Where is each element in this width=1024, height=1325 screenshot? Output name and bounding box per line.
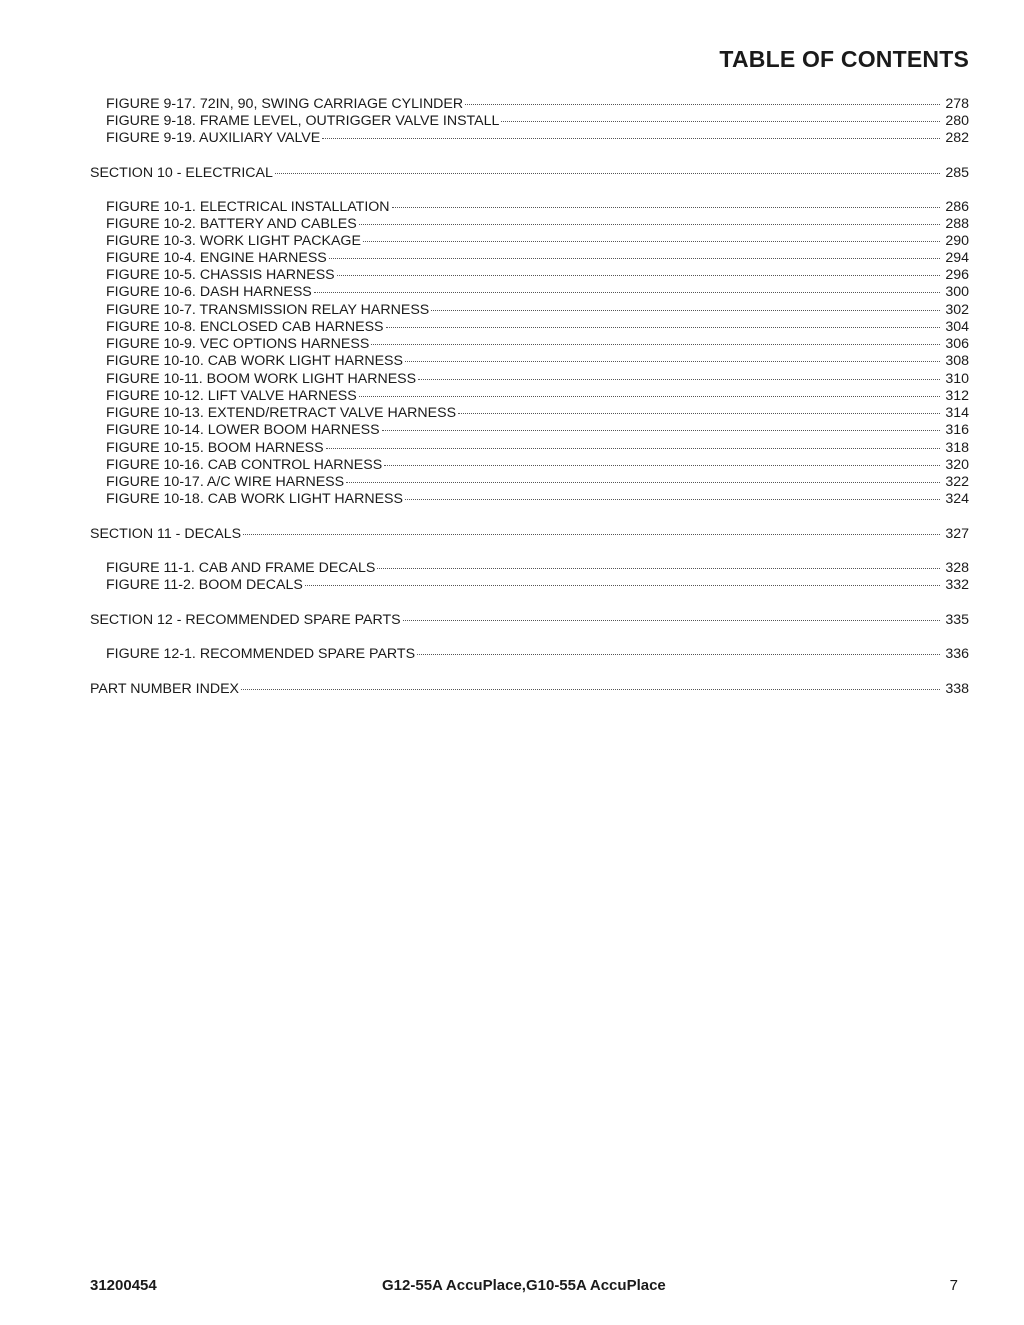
toc-entry-page: 320: [945, 457, 969, 473]
dot-leader: [363, 228, 942, 245]
toc-entry-page: 304: [945, 319, 969, 335]
toc-entry-label: FIGURE 10-11. BOOM WORK LIGHT HARNESS: [106, 371, 417, 387]
dot-leader: [392, 194, 943, 211]
dot-leader: [458, 400, 942, 417]
toc-entry-label: FIGURE 10-15. BOOM HARNESS: [106, 440, 324, 456]
dot-leader: [418, 366, 942, 383]
toc-entry-page: 322: [945, 474, 969, 490]
toc-entry[interactable]: [106, 452, 969, 473]
toc-entry-page: 288: [945, 216, 969, 232]
toc-entry[interactable]: [106, 297, 969, 318]
toc-entry-label: FIGURE 9-17. 72IN, 90, SWING CARRIAGE CYLINDER: [106, 96, 464, 112]
toc-entry-page: 300: [945, 284, 969, 300]
dot-leader: [386, 314, 943, 331]
page-title: TABLE OF CONTENTS: [719, 46, 969, 72]
dot-leader: [359, 211, 943, 228]
toc-entry-label: FIGURE 11-2. BOOM DECALS: [106, 577, 303, 593]
toc-entry-page: 310: [945, 371, 969, 387]
toc-entry[interactable]: [106, 417, 969, 438]
footer-page-number: 7: [949, 1277, 958, 1294]
toc-section-entry[interactable]: [90, 676, 969, 697]
toc-entry-page: 338: [945, 681, 969, 697]
dot-leader: [382, 417, 943, 434]
toc-entry-page: 296: [945, 267, 969, 283]
toc-entry-label: FIGURE 10-16. CAB CONTROL HARNESS: [106, 457, 383, 473]
toc-entry-label: FIGURE 10-13. EXTEND/RETRACT VALVE HARNESS: [106, 405, 457, 421]
toc-entry-label: PART NUMBER INDEX: [90, 681, 239, 697]
toc-entry-label: FIGURE 10-9. VEC OPTIONS HARNESS: [106, 336, 370, 352]
toc-entry-page: 332: [945, 577, 969, 593]
toc-entry-label: SECTION 12 - RECOMMENDED SPARE PARTS: [90, 612, 401, 628]
toc-entry-page: 286: [945, 199, 969, 215]
toc-entry-page: 327: [945, 526, 969, 542]
toc-entry-page: 336: [945, 646, 969, 662]
toc-section-entry[interactable]: [90, 521, 969, 542]
toc-entry-page: 335: [945, 612, 969, 628]
toc-entry-page: 328: [945, 560, 969, 576]
dot-leader: [431, 297, 942, 314]
toc-entry[interactable]: [106, 469, 969, 490]
toc-entry-label: SECTION 11 - DECALS: [90, 526, 242, 542]
dot-leader: [322, 125, 942, 142]
toc-section-entry[interactable]: [90, 160, 969, 181]
toc-entry-label: SECTION 10 - ELECTRICAL: [90, 165, 273, 181]
toc-entry[interactable]: [106, 348, 969, 369]
toc-entry-label: FIGURE 10-10. CAB WORK LIGHT HARNESS: [106, 353, 403, 369]
toc-entry-label: FIGURE 10-2. BATTERY AND CABLES: [106, 216, 357, 232]
toc-entry-page: 306: [945, 336, 969, 352]
toc-entry[interactable]: [106, 228, 969, 249]
toc-entry[interactable]: [106, 108, 969, 129]
dot-leader: [371, 331, 942, 348]
toc-entry[interactable]: [106, 486, 969, 507]
dot-leader: [329, 245, 943, 262]
toc-entry-page: 294: [945, 250, 969, 266]
toc-entry-label: FIGURE 11-1. CAB AND FRAME DECALS: [106, 560, 376, 576]
toc-entry[interactable]: [106, 125, 969, 146]
toc-entry-label: FIGURE 10-18. CAB WORK LIGHT HARNESS: [106, 491, 403, 507]
toc-entry-page: 285: [945, 165, 969, 181]
toc-entry-page: 308: [945, 353, 969, 369]
toc-entry[interactable]: [106, 555, 969, 576]
dot-leader: [243, 521, 942, 538]
toc-entry[interactable]: [106, 91, 969, 112]
footer-document-number: 31200454: [90, 1277, 157, 1294]
dot-leader: [405, 486, 942, 503]
dot-leader: [384, 452, 942, 469]
toc-entry-page: 314: [945, 405, 969, 421]
dot-leader: [241, 676, 942, 693]
dot-leader: [305, 572, 942, 589]
toc-entry-page: 282: [945, 130, 969, 146]
toc-entry-label: FIGURE 10-5. CHASSIS HARNESS: [106, 267, 335, 283]
toc-entry-page: 278: [945, 96, 969, 112]
toc-entry-page: 318: [945, 440, 969, 456]
dot-leader: [405, 348, 942, 365]
toc-entry[interactable]: [106, 641, 969, 662]
toc-entry-label: FIGURE 10-14. LOWER BOOM HARNESS: [106, 422, 380, 438]
toc-entry-label: FIGURE 10-12. LIFT VALVE HARNESS: [106, 388, 357, 404]
dot-leader: [326, 435, 943, 452]
toc-entry[interactable]: [106, 279, 969, 300]
toc-entry-page: 302: [945, 302, 969, 318]
toc-entry[interactable]: [106, 245, 969, 266]
toc-entry[interactable]: [106, 572, 969, 593]
toc-entry[interactable]: [106, 400, 969, 421]
toc-entry[interactable]: [106, 194, 969, 215]
dot-leader: [275, 160, 942, 177]
dot-leader: [377, 555, 942, 572]
toc-entry[interactable]: [106, 262, 969, 283]
toc-entry[interactable]: [106, 435, 969, 456]
dot-leader: [501, 108, 942, 125]
dot-leader: [346, 469, 942, 486]
dot-leader: [403, 607, 943, 624]
toc-entry-page: 290: [945, 233, 969, 249]
toc-entry-page: 324: [945, 491, 969, 507]
toc-entry-label: FIGURE 10-8. ENCLOSED CAB HARNESS: [106, 319, 384, 335]
toc-entry-page: 316: [945, 422, 969, 438]
toc-entry-label: FIGURE 10-4. ENGINE HARNESS: [106, 250, 327, 266]
toc-entry[interactable]: [106, 331, 969, 352]
dot-leader: [417, 641, 942, 658]
toc-entry-page: 280: [945, 113, 969, 129]
toc-entry-label: FIGURE 10-3. WORK LIGHT PACKAGE: [106, 233, 361, 249]
toc-entry-label: FIGURE 10-7. TRANSMISSION RELAY HARNESS: [106, 302, 430, 318]
toc-entry[interactable]: [106, 366, 969, 387]
toc-entry[interactable]: [106, 314, 969, 335]
dot-leader: [465, 91, 942, 108]
dot-leader: [359, 383, 943, 400]
toc-entry-label: FIGURE 10-17. A/C WIRE HARNESS: [106, 474, 345, 490]
dot-leader: [337, 262, 943, 279]
toc-section-entry[interactable]: [90, 607, 969, 628]
toc-entry-page: 312: [945, 388, 969, 404]
toc-entry-label: FIGURE 10-6. DASH HARNESS: [106, 284, 312, 300]
dot-leader: [314, 279, 943, 296]
footer-model-name: G12-55A AccuPlace,G10-55A AccuPlace: [382, 1277, 666, 1294]
toc-entry-label: FIGURE 9-18. FRAME LEVEL, OUTRIGGER VALVE INSTALL: [106, 113, 500, 129]
toc-entry[interactable]: [106, 211, 969, 232]
toc-entry-label: FIGURE 12-1. RECOMMENDED SPARE PARTS: [106, 646, 416, 662]
toc-entry-label: FIGURE 10-1. ELECTRICAL INSTALLATION: [106, 199, 390, 215]
toc-entry[interactable]: [106, 383, 969, 404]
toc-entry-label: FIGURE 9-19. AUXILIARY VALVE: [106, 130, 321, 146]
